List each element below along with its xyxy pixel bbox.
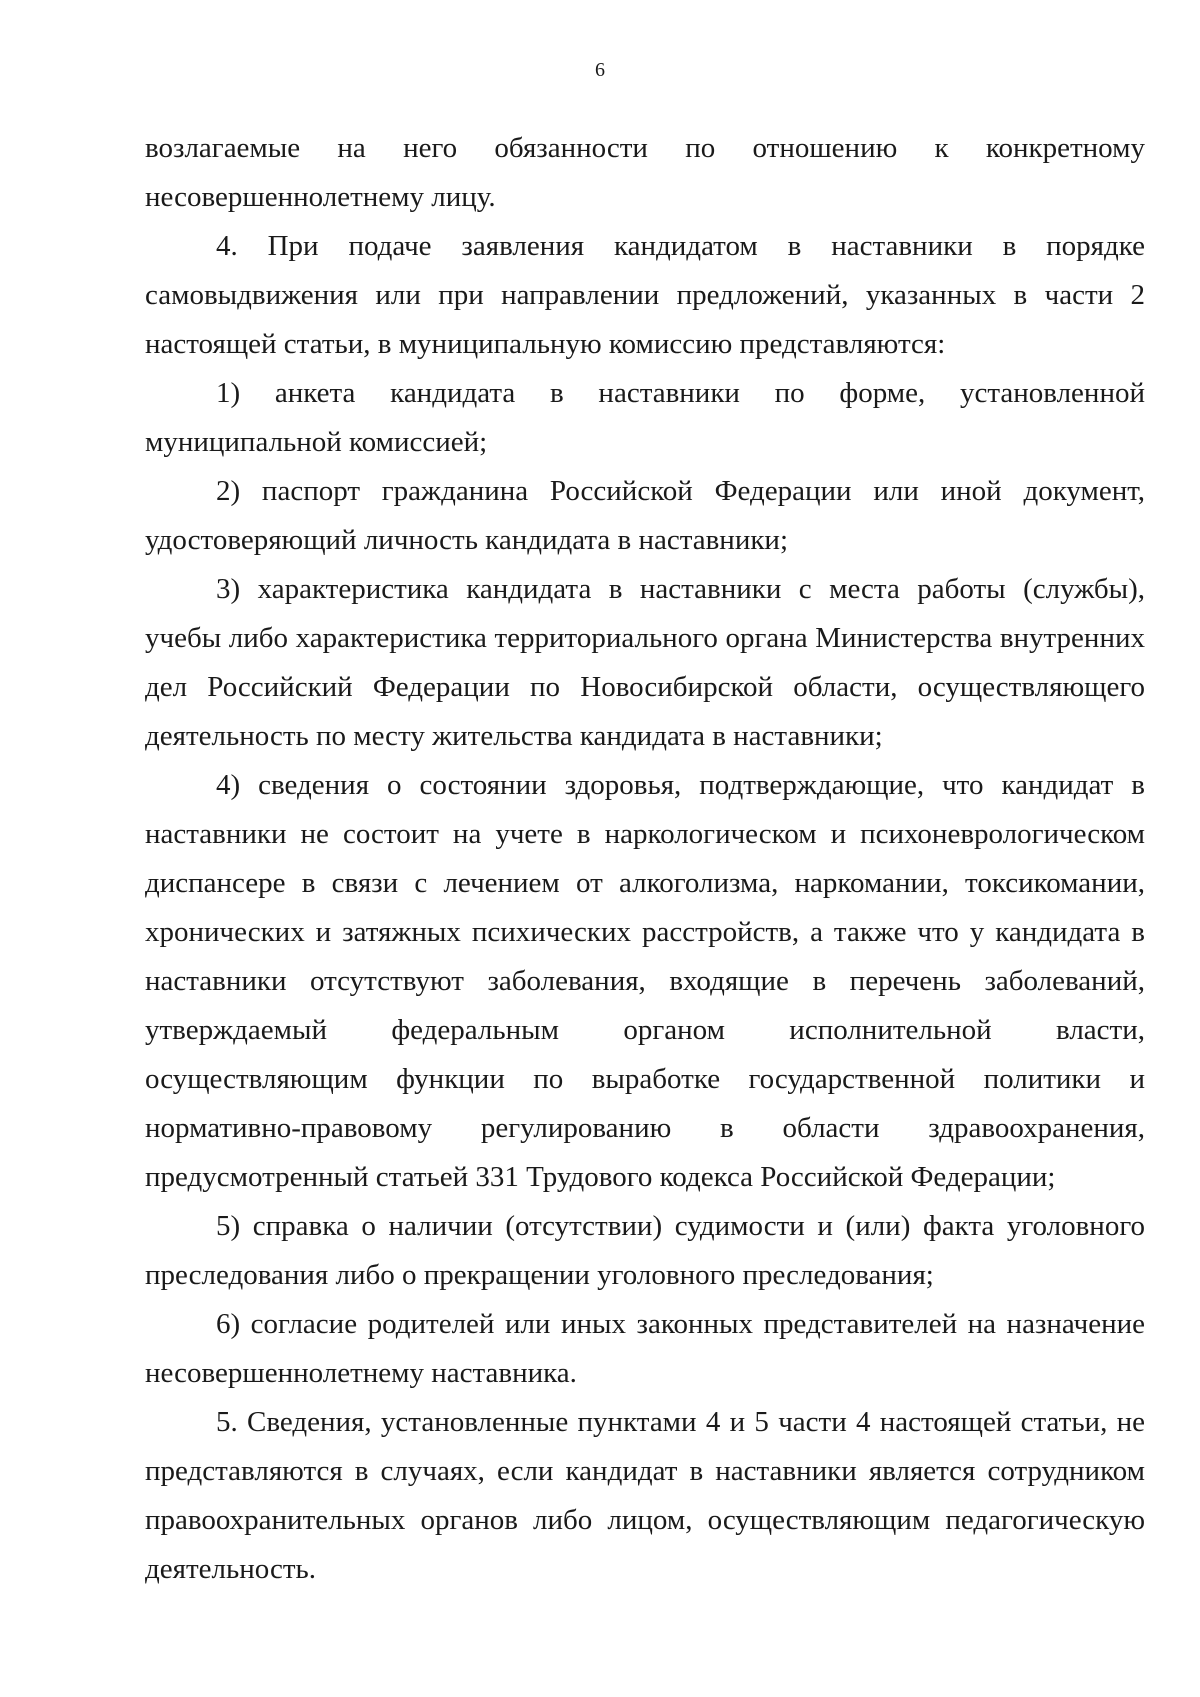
list-item-2: 2) паспорт гражданина Российской Федерации или иной документ, удостоверяющий личность кандидата в наставники; [145,475,1145,556]
list-item-6: 6) согласие родителей или иных законных представителей на назначение несовершеннолетнему наставника. [145,1308,1145,1389]
paragraph-part-5: 5. Сведения, установленные пунктами 4 и 5 части 4 настоящей статьи, не представляются в случаях, если кандидат в наставники является сотрудником правоохранительных органов либо лицом, осуществляющим педагогическую деятельность. [145,1406,1145,1585]
page-number: 6 [595,59,605,81]
document-body [145,124,1145,1594]
list-item-1: 1) анкета кандидата в наставники по форме, установленной муниципальной комиссией; [145,377,1145,458]
list-item-3: 3) характеристика кандидата в наставники с места работы (службы), учебы либо характеристика территориального органа Министерства внутренних дел Российский Федерации по Новосибирской области, осуществляющего деятельность по месту жительства кандидата в наставники; [145,573,1145,752]
paragraph-continuation: возлагаемые на него обязанности по отношению к конкретному несовершеннолетнему лицу. [145,132,1145,213]
list-item-5: 5) справка о наличии (отсутствии) судимости и (или) факта уголовного преследования либо о прекращении уголовного преследования; [145,1210,1145,1291]
list-item-4: 4) сведения о состоянии здоровья, подтверждающие, что кандидат в наставники не состоит на учете в наркологическом и психоневрологическом диспансере в связи с лечением от алкоголизма, наркомании, токсикомании, хронических и затяжных психических расстройств, а также что у кандидата в наставники отсутствуют заболевания, входящие в перечень заболеваний, утверждаемый федеральным органом исполнительной власти, осуществляющим функции по выработке государственной политики и нормативно-правовому регулированию в области здравоохранения, предусмотренный статьей 331 Трудового кодекса Российской Федерации; [145,769,1145,1193]
paragraph-part-4: 4. При подаче заявления кандидатом в наставники в порядке самовыдвижения или при направлении предложений, указанных в части 2 настоящей статьи, в муниципальную комиссию представляются: [145,230,1145,360]
